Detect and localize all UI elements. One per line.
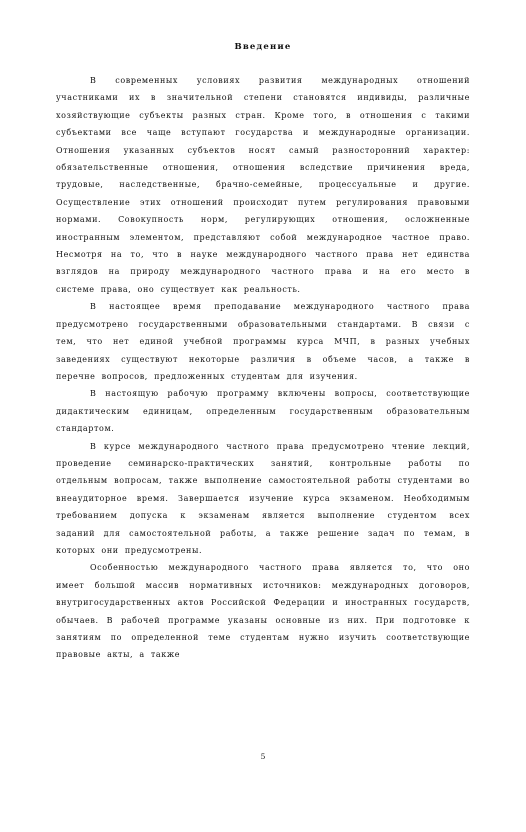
document-title: Введение bbox=[234, 42, 292, 52]
paragraph-sources: Особенностью международного частного права является то, что оно имеет большой массив нормативных источников: международных договоров, внутригосударственных актов Российской Федерации и иностранных государств, обычаев. В рабочей программе указаны основные из них. При подготовке к занятиям по определенной теме студентам нужно изучить соответствующие правовые акты, а также bbox=[56, 563, 470, 660]
paragraph-program: В настоящую рабочую программу включены вопросы, соответствующие дидактическим единицам, определенным государственным образовательным стандартом. bbox=[56, 389, 470, 434]
paragraph-teaching: В настоящее время преподавание международного частного права предусмотрено государственными образовательными стандартами. В связи с тем, что нет единой учебной программы курса МЧП, в разных учебных заведениях существуют некоторые различия в объеме часов, а также в перечне вопросов, предложенных студентам для изучения. bbox=[56, 302, 470, 381]
paragraph-intro: В современных условиях развития международных отношений участниками их в значительной степени становятся индивиды, различные хозяйствующие субъекты разных стран. Кроме того, в отношения с такими субъектами все чаще вступают государства и международные организации. Отношения указанных субъектов носят самый разносторонний характер: обязательственные отношения, отношения вследствие причинения вреда, трудовые, наследственные, брачно-семейные, процессуальные и другие. Осуществление этих отношений происходит путем регулирования правовыми нормами. Совокупность норм, регулирующих отношения, осложненные иностранным элементом, представляют собой международное частное право. Несмотря на то, что в науке международного частного права нет единства взглядов на природу международного частного права и на его место в системе права, оно существует как реальность. bbox=[56, 76, 470, 294]
paragraph-course: В курсе международного частного права предусмотрено чтение лекций, проведение семинарско-практических занятий, контрольные работы по отдельным вопросам, также выполнение самостоятельной работы студентами во внеаудиторное время. Завершается изучение курса экзаменом. Необходимым требованием допуска к экзаменам является выполнение студентом всех заданий для самостоятельной работы, а также решение задач по темам, в которых они предусмотрены. bbox=[56, 441, 470, 555]
page-number: 5 bbox=[260, 752, 266, 761]
